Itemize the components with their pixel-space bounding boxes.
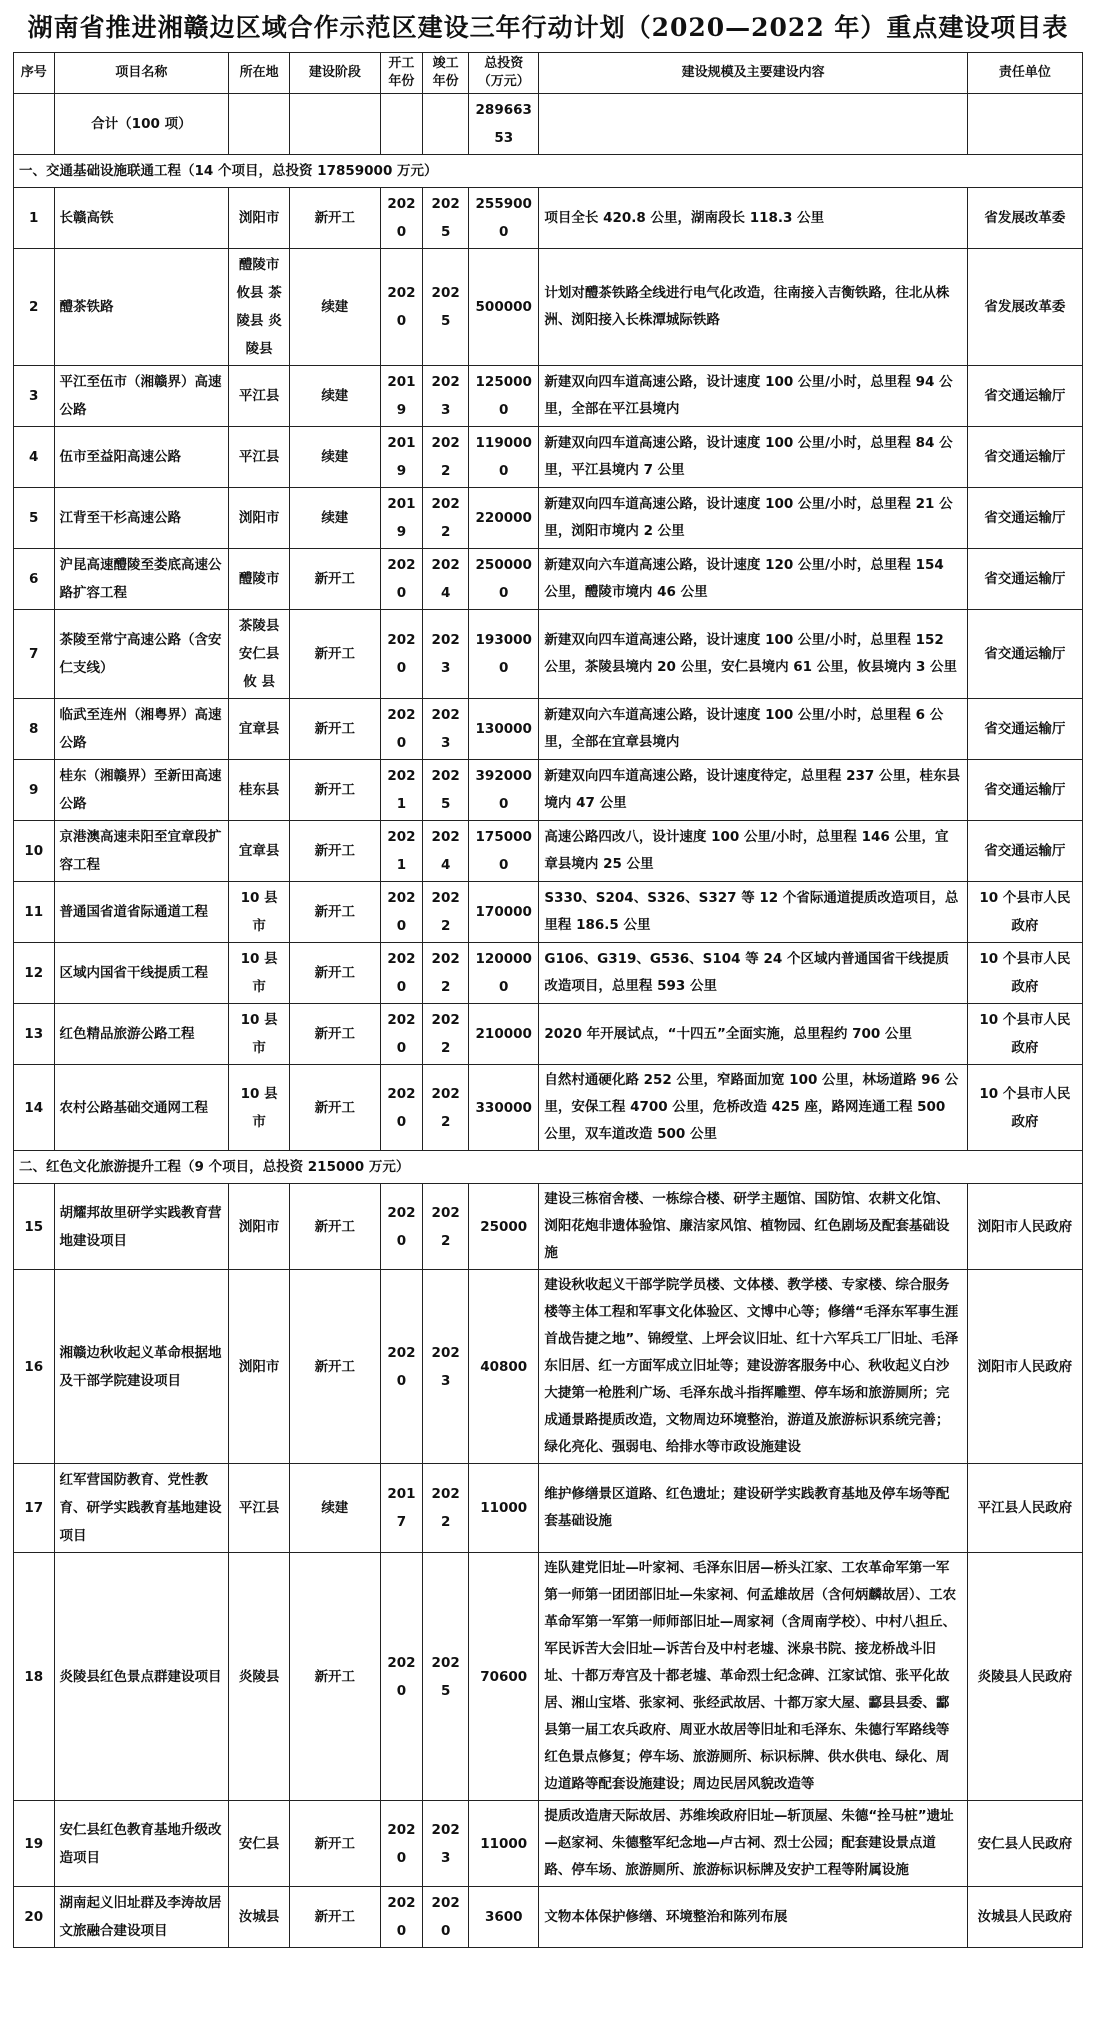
cell-content: S330、S204、S326、S327 等 12 个省际通道提质改造项目，总里程 186.5 公里	[539, 882, 967, 943]
cell-content: 新建双向四车道高速公路，设计速度 100 公里/小时，总里程 94 公里，全部在平江县境内	[539, 366, 967, 427]
cell-start: 2019	[380, 488, 423, 549]
cell-invest: 1930000	[469, 610, 539, 699]
table-row	[14, 1065, 1083, 1151]
cell-invest: 1250000	[469, 366, 539, 427]
table-row	[14, 427, 1083, 488]
cell-name: 普通国省道省际通道工程	[54, 882, 229, 943]
cell-name: 茶陵至常宁高速公路（含安仁支线）	[54, 610, 229, 699]
cell-unit: 平江县人民政府	[967, 1464, 1082, 1553]
cell-name: 红色精品旅游公路工程	[54, 1004, 229, 1065]
cell-stage: 新开工	[290, 1184, 381, 1270]
cell-invest: 70600	[469, 1553, 539, 1801]
cell-stage: 续建	[290, 366, 381, 427]
cell-name: 湖南起义旧址群及李涛故居文旅融合建设项目	[54, 1887, 229, 1948]
cell-end: 2025	[423, 1553, 469, 1801]
cell-location: 10 县市	[229, 943, 290, 1004]
cell-location: 浏阳市	[229, 1270, 290, 1464]
cell-location: 安仁县	[229, 1801, 290, 1887]
cell-start: 2020	[380, 249, 423, 366]
table-row	[14, 1004, 1083, 1065]
cell-start: 2020	[380, 188, 423, 249]
cell-stage: 续建	[290, 249, 381, 366]
cell-location: 汝城县	[229, 1887, 290, 1948]
cell-start: 2020	[380, 1801, 423, 1887]
cell-content: 自然村通硬化路 252 公里，窄路面加宽 100 公里，林场道路 96 公里，安保工程 4700 公里，危桥改造 425 座，路网连通工程 500 公里，双车道改造 500 公里	[539, 1065, 967, 1151]
cell-no: 13	[14, 1004, 55, 1065]
cell-start: 2020	[380, 1270, 423, 1464]
cell-invest: 1200000	[469, 943, 539, 1004]
cell-location: 平江县	[229, 1464, 290, 1553]
cell-location: 10 县市	[229, 1004, 290, 1065]
cell-no: 15	[14, 1184, 55, 1270]
cell-name: 胡耀邦故里研学实践教育营地建设项目	[54, 1184, 229, 1270]
cell-content: 新建双向四车道高速公路，设计速度 100 公里/小时，总里程 152 公里，茶陵县境内 20 公里，安仁县境内 61 公里，攸县境内 3 公里	[539, 610, 967, 699]
col-end: 竣工年份	[423, 53, 469, 94]
cell-no: 16	[14, 1270, 55, 1464]
cell-no: 20	[14, 1887, 55, 1948]
cell-no: 10	[14, 821, 55, 882]
cell-no: 17	[14, 1464, 55, 1553]
cell-unit: 浏阳市人民政府	[967, 1270, 1082, 1464]
page-title: 湖南省推进湘赣边区域合作示范区建设三年行动计划（2020—2022 年）重点建设项目表	[27, 13, 1069, 42]
cell-location: 平江县	[229, 427, 290, 488]
cell-end: 2023	[423, 1270, 469, 1464]
table-row	[14, 366, 1083, 427]
cell-location: 宜章县	[229, 821, 290, 882]
table-row	[14, 1184, 1083, 1270]
table-row	[14, 249, 1083, 366]
cell-no: 9	[14, 760, 55, 821]
cell-stage: 新开工	[290, 821, 381, 882]
section-title: 二、红色文化旅游提升工程（9 个项目，总投资 215000 万元）	[14, 1151, 1083, 1184]
cell-content: 建设三栋宿舍楼、一栋综合楼、研学主题馆、国防馆、农耕文化馆、浏阳花炮非遗体验馆、廉洁家风馆、植物园、红色剧场及配套基础设施	[539, 1184, 967, 1270]
cell-end: 2025	[423, 760, 469, 821]
cell-end: 2023	[423, 366, 469, 427]
cell-name: 伍市至益阳高速公路	[54, 427, 229, 488]
cell-location: 浏阳市	[229, 1184, 290, 1270]
cell-content: G106、G319、G536、S104 等 24 个区域内普通国省干线提质改造项目，总里程 593 公里	[539, 943, 967, 1004]
cell-start: 2019	[380, 427, 423, 488]
cell-end: 2020	[423, 1887, 469, 1948]
cell-stage: 续建	[290, 427, 381, 488]
col-content: 建设规模及主要建设内容	[539, 53, 967, 94]
cell-name: 京港澳高速耒阳至宜章段扩容工程	[54, 821, 229, 882]
cell-name: 醴茶铁路	[54, 249, 229, 366]
cell-end: 2023	[423, 1801, 469, 1887]
cell-no: 19	[14, 1801, 55, 1887]
cell-stage: 新开工	[290, 610, 381, 699]
cell-content: 新建双向四车道高速公路，设计速度待定，总里程 237 公里，桂东县境内 47 公里	[539, 760, 967, 821]
table-row	[14, 1887, 1083, 1948]
cell-content: 新建双向六车道高速公路，设计速度 100 公里/小时，总里程 6 公里，全部在宜章县境内	[539, 699, 967, 760]
cell-end: 2024	[423, 549, 469, 610]
table-row	[14, 188, 1083, 249]
cell-invest: 25000	[469, 1184, 539, 1270]
section-title: 一、交通基础设施联通工程（14 个项目，总投资 17859000 万元）	[14, 155, 1083, 188]
cell-start: 2020	[380, 1887, 423, 1948]
cell-content: 计划对醴茶铁路全线进行电气化改造，往南接入吉衡铁路，往北从株洲、浏阳接入长株潭城际铁路	[539, 249, 967, 366]
cell-name: 长赣高铁	[54, 188, 229, 249]
table-row	[14, 610, 1083, 699]
table-row	[14, 1801, 1083, 1887]
cell-start: 2021	[380, 760, 423, 821]
table-row	[14, 943, 1083, 1004]
cell-unit: 安仁县人民政府	[967, 1801, 1082, 1887]
cell-invest: 130000	[469, 699, 539, 760]
cell-end: 2022	[423, 427, 469, 488]
cell-start: 2020	[380, 1065, 423, 1151]
cell-unit: 省交通运输厅	[967, 699, 1082, 760]
cell-location: 宜章县	[229, 699, 290, 760]
cell-stage: 新开工	[290, 1270, 381, 1464]
cell-end: 2022	[423, 1464, 469, 1553]
cell-name: 平江至伍市（湘赣界）高速公路	[54, 366, 229, 427]
cell-content: 新建双向六车道高速公路，设计速度 120 公里/小时，总里程 154 公里，醴陵市境内 46 公里	[539, 549, 967, 610]
cell-stage: 续建	[290, 488, 381, 549]
cell-name: 湘赣边秋收起义革命根据地及干部学院建设项目	[54, 1270, 229, 1464]
cell-location: 10 县市	[229, 1065, 290, 1151]
cell-end: 2022	[423, 1184, 469, 1270]
cell-invest: 40800	[469, 1270, 539, 1464]
cell-unit: 省交通运输厅	[967, 549, 1082, 610]
cell-content: 连队建党旧址—叶家祠、毛泽东旧居—桥头江家、工农革命军第一军第一师第一团团部旧址—朱家祠、何孟雄故居（含何炳麟故居）、工农革命军第一军第一师师部旧址—周家祠（含周南学校）、中村八担丘、军民诉苦大会旧址—诉苦台及中村老墟、洣泉书院、接龙桥战斗旧址、十都万寿宫及十都老墟、革命烈士纪念碑、江家试馆、张平化故居、湘山宝塔、张家祠、张经武故居、十都万家大屋、酃县县委、酃县第一届工农兵政府、周亚水故居等旧址和毛泽东、朱德行军路线等红色景点修复；停车场、旅游厕所、标识标牌、供水供电、绿化、周边道路等配套设施建设；周边民居风貌改造等	[539, 1553, 967, 1801]
total-label: 合计（100 项）	[54, 94, 229, 155]
cell-unit: 省交通运输厅	[967, 488, 1082, 549]
cell-invest: 11000	[469, 1801, 539, 1887]
cell-stage: 新开工	[290, 1887, 381, 1948]
cell-unit: 10 个县市人民政府	[967, 1065, 1082, 1151]
cell-invest: 3920000	[469, 760, 539, 821]
cell-no: 3	[14, 366, 55, 427]
cell-invest: 210000	[469, 1004, 539, 1065]
cell-unit: 省交通运输厅	[967, 821, 1082, 882]
header-row	[14, 53, 1083, 94]
cell-stage: 新开工	[290, 188, 381, 249]
cell-no: 2	[14, 249, 55, 366]
cell-location: 炎陵县	[229, 1553, 290, 1801]
cell-unit: 汝城县人民政府	[967, 1887, 1082, 1948]
cell-end: 2022	[423, 882, 469, 943]
cell-start: 2020	[380, 1004, 423, 1065]
cell-start: 2020	[380, 1553, 423, 1801]
cell-end: 2022	[423, 1004, 469, 1065]
cell-stage: 新开工	[290, 760, 381, 821]
cell-name: 区域内国省干线提质工程	[54, 943, 229, 1004]
section-row	[14, 1151, 1083, 1184]
cell-invest: 330000	[469, 1065, 539, 1151]
cell-end: 2024	[423, 821, 469, 882]
table-row	[14, 549, 1083, 610]
cell-no: 11	[14, 882, 55, 943]
cell-content: 提质改造唐天际故居、苏维埃政府旧址—斩顶屋、朱德“拴马桩”遗址—赵家祠、朱德整军纪念地—卢古祠、烈士公园；配套建设景点道路、停车场、旅游厕所、旅游标识标牌及安护工程等附属设施	[539, 1801, 967, 1887]
col-unit: 责任单位	[967, 53, 1082, 94]
cell-no: 7	[14, 610, 55, 699]
col-location: 所在地	[229, 53, 290, 94]
cell-no: 14	[14, 1065, 55, 1151]
cell-start: 2020	[380, 1184, 423, 1270]
section-row	[14, 155, 1083, 188]
cell-unit: 10 个县市人民政府	[967, 882, 1082, 943]
cell-start: 2017	[380, 1464, 423, 1553]
cell-name: 农村公路基础交通网工程	[54, 1065, 229, 1151]
cell-name: 沪昆高速醴陵至娄底高速公路扩容工程	[54, 549, 229, 610]
cell-name: 桂东（湘赣界）至新田高速公路	[54, 760, 229, 821]
cell-no: 5	[14, 488, 55, 549]
cell-name: 红军营国防教育、党性教育、研学实践教育基地建设项目	[54, 1464, 229, 1553]
cell-no: 12	[14, 943, 55, 1004]
cell-name: 江背至干杉高速公路	[54, 488, 229, 549]
cell-location: 平江县	[229, 366, 290, 427]
cell-end: 2022	[423, 943, 469, 1004]
cell-stage: 新开工	[290, 1801, 381, 1887]
cell-unit: 省发展改革委	[967, 249, 1082, 366]
cell-stage: 新开工	[290, 1004, 381, 1065]
cell-invest: 500000	[469, 249, 539, 366]
cell-name: 安仁县红色教育基地升级改造项目	[54, 1801, 229, 1887]
cell-unit: 省交通运输厅	[967, 366, 1082, 427]
table-row	[14, 1270, 1083, 1464]
col-stage: 建设阶段	[290, 53, 381, 94]
table-row	[14, 821, 1083, 882]
cell-stage: 新开工	[290, 1553, 381, 1801]
cell-end: 2022	[423, 1065, 469, 1151]
table-row	[14, 760, 1083, 821]
cell-invest: 11000	[469, 1464, 539, 1553]
cell-invest: 1190000	[469, 427, 539, 488]
cell-location: 醴陵市 攸县 茶陵县 炎陵县	[229, 249, 290, 366]
table-row	[14, 1553, 1083, 1801]
cell-start: 2020	[380, 610, 423, 699]
cell-end: 2023	[423, 610, 469, 699]
table-row	[14, 488, 1083, 549]
cell-stage: 续建	[290, 1464, 381, 1553]
cell-end: 2025	[423, 188, 469, 249]
cell-start: 2021	[380, 821, 423, 882]
cell-location: 桂东县	[229, 760, 290, 821]
cell-content: 文物本体保护修缮、环境整治和陈列布展	[539, 1887, 967, 1948]
cell-stage: 新开工	[290, 943, 381, 1004]
total-invest: 28966353	[469, 94, 539, 155]
table-row	[14, 699, 1083, 760]
cell-content: 维护修缮景区道路、红色遗址；建设研学实践教育基地及停车场等配套基础设施	[539, 1464, 967, 1553]
cell-stage: 新开工	[290, 1065, 381, 1151]
cell-content: 建设秋收起义干部学院学员楼、文体楼、教学楼、专家楼、综合服务楼等主体工程和军事文化体验区、文博中心等；修缮“毛泽东军事生涯首战告捷之地”、锦绶堂、上坪会议旧址、红十六军兵工厂旧址、毛泽东旧居、红一方面军成立旧址等；建设游客服务中心、秋收起义白沙大捷第一枪胜利广场、毛泽东战斗指挥雕塑、停车场和旅游厕所；完成通景路提质改造，文物周边环境整治，游道及旅游标识系统完善；绿化亮化、强弱电、给排水等市政设施建设	[539, 1270, 967, 1464]
cell-unit: 省交通运输厅	[967, 427, 1082, 488]
cell-location: 茶陵县 安仁县 攸 县	[229, 610, 290, 699]
cell-no: 18	[14, 1553, 55, 1801]
cell-unit: 浏阳市人民政府	[967, 1184, 1082, 1270]
cell-end: 2025	[423, 249, 469, 366]
cell-start: 2020	[380, 943, 423, 1004]
cell-unit: 炎陵县人民政府	[967, 1553, 1082, 1801]
cell-end: 2022	[423, 488, 469, 549]
cell-no: 4	[14, 427, 55, 488]
cell-unit: 10 个县市人民政府	[967, 1004, 1082, 1065]
cell-unit: 省交通运输厅	[967, 610, 1082, 699]
cell-invest: 2559000	[469, 188, 539, 249]
col-seq: 序号	[14, 53, 55, 94]
cell-location: 醴陵市	[229, 549, 290, 610]
cell-invest: 170000	[469, 882, 539, 943]
cell-start: 2020	[380, 699, 423, 760]
cell-invest: 220000	[469, 488, 539, 549]
cell-end: 2023	[423, 699, 469, 760]
cell-location: 浏阳市	[229, 188, 290, 249]
cell-stage: 新开工	[290, 699, 381, 760]
cell-content: 高速公路四改八，设计速度 100 公里/小时，总里程 146 公里，宜章县境内 25 公里	[539, 821, 967, 882]
cell-no: 6	[14, 549, 55, 610]
cell-invest: 1750000	[469, 821, 539, 882]
cell-stage: 新开工	[290, 882, 381, 943]
cell-content: 项目全长 420.8 公里，湖南段长 118.3 公里	[539, 188, 967, 249]
cell-content: 2020 年开展试点，“十四五”全面实施，总里程约 700 公里	[539, 1004, 967, 1065]
cell-invest: 3600	[469, 1887, 539, 1948]
cell-no: 8	[14, 699, 55, 760]
cell-no: 1	[14, 188, 55, 249]
cell-unit: 省发展改革委	[967, 188, 1082, 249]
cell-unit: 10 个县市人民政府	[967, 943, 1082, 1004]
cell-start: 2019	[380, 366, 423, 427]
cell-location: 浏阳市	[229, 488, 290, 549]
col-invest: 总投资（万元）	[469, 53, 539, 94]
table-row	[14, 882, 1083, 943]
total-row	[14, 94, 1083, 155]
col-name: 项目名称	[54, 53, 229, 94]
cell-name: 炎陵县红色景点群建设项目	[54, 1553, 229, 1801]
cell-start: 2020	[380, 549, 423, 610]
project-table	[13, 52, 1083, 1948]
cell-content: 新建双向四车道高速公路，设计速度 100 公里/小时，总里程 21 公里，浏阳市境内 2 公里	[539, 488, 967, 549]
col-start: 开工年份	[380, 53, 423, 94]
cell-stage: 新开工	[290, 549, 381, 610]
table-row	[14, 1464, 1083, 1553]
cell-unit: 省交通运输厅	[967, 760, 1082, 821]
cell-content: 新建双向四车道高速公路，设计速度 100 公里/小时，总里程 84 公里，平江县境内 7 公里	[539, 427, 967, 488]
cell-location: 10 县市	[229, 882, 290, 943]
cell-name: 临武至连州（湘粤界）高速公路	[54, 699, 229, 760]
cell-invest: 2500000	[469, 549, 539, 610]
cell-start: 2020	[380, 882, 423, 943]
